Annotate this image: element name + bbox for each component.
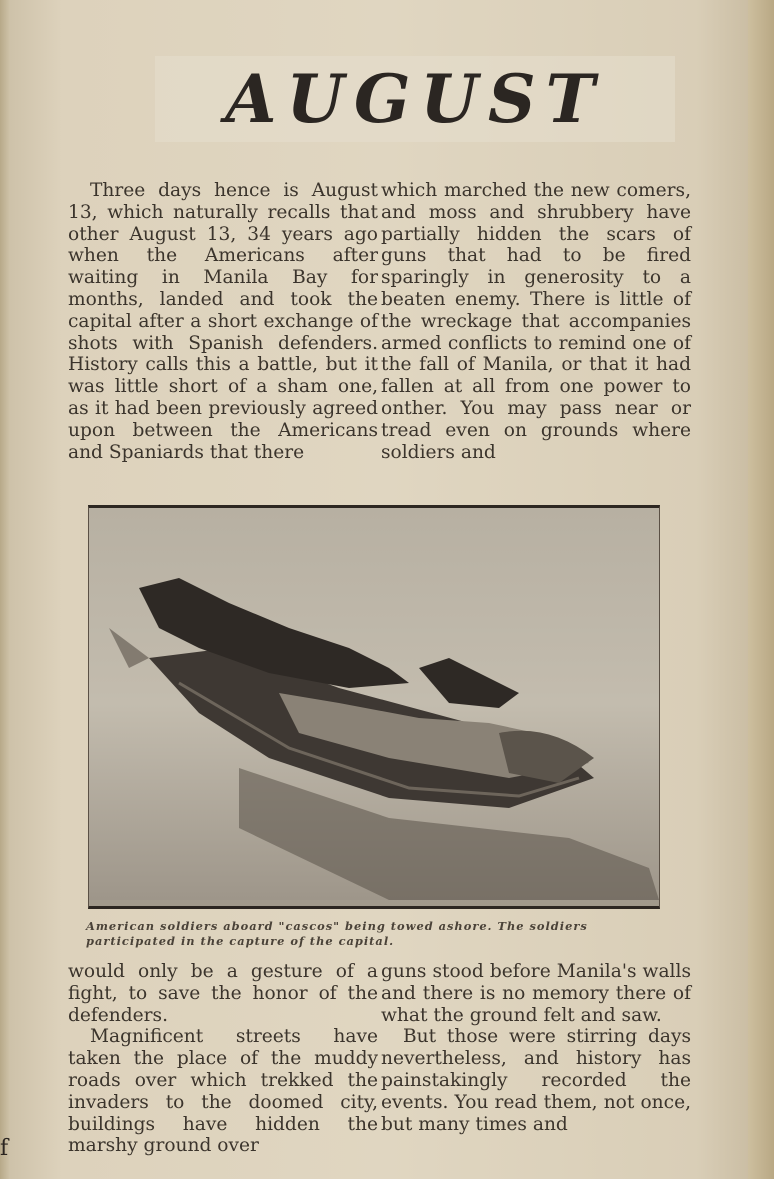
paragraph: would only be a gesture of a fight, to save the honor of the defenders. bbox=[68, 961, 378, 1026]
page-edge-right bbox=[748, 0, 774, 1179]
paragraph: But those were stirring days nevertheless, and history has painstakingly recorded the events. You read them, not once, but many times and bbox=[381, 1026, 691, 1135]
soldiers-on-boats-photo bbox=[88, 505, 660, 909]
paragraph: Magnificent streets have taken the place of the muddy roads over which trekked the invaders to the doomed city, buildings have hidden the marshy ground over bbox=[68, 1026, 378, 1157]
paragraph: guns stood before Manila's walls and there is no memory there of what the ground felt and saw. bbox=[381, 961, 691, 1026]
article-column-2 bbox=[381, 180, 691, 463]
paragraph: Three days hence is August 13, which naturally recalls that other August 13, 34 years ago when the Americans after waiting in Manila Bay for months, landed and took the capital after a short exchange of shots with Spanish defenders. History calls this a battle, but it was little short of a sham one, as it had been previously agreed upon between the Americans and Spaniards that there bbox=[68, 180, 378, 463]
article-column-3 bbox=[68, 961, 378, 1157]
headline: AUGUST bbox=[225, 60, 605, 138]
margin-mark: f bbox=[0, 1136, 9, 1161]
paragraph: which marched the new comers, and moss and shrubbery have partially hidden the scars of guns that had to be fired sparingly in generosity to a beaten enemy. There is little of the wreckage that accompanies armed conflicts to remind one of the fall of Manila, or that it had fallen at all from one power to onther. You may pass near or tread even on grounds where soldiers and bbox=[381, 180, 691, 463]
article-column-1 bbox=[68, 180, 378, 463]
article-column-4 bbox=[381, 961, 691, 1135]
headline-box bbox=[155, 56, 675, 142]
caption-line-1: American soldiers aboard "cascos" being towed ashore. The soldiers bbox=[86, 919, 588, 933]
page-edge-left bbox=[0, 0, 10, 1179]
caption-line-2: participated in the capture of the capital. bbox=[86, 934, 395, 948]
photo-caption bbox=[86, 919, 676, 949]
